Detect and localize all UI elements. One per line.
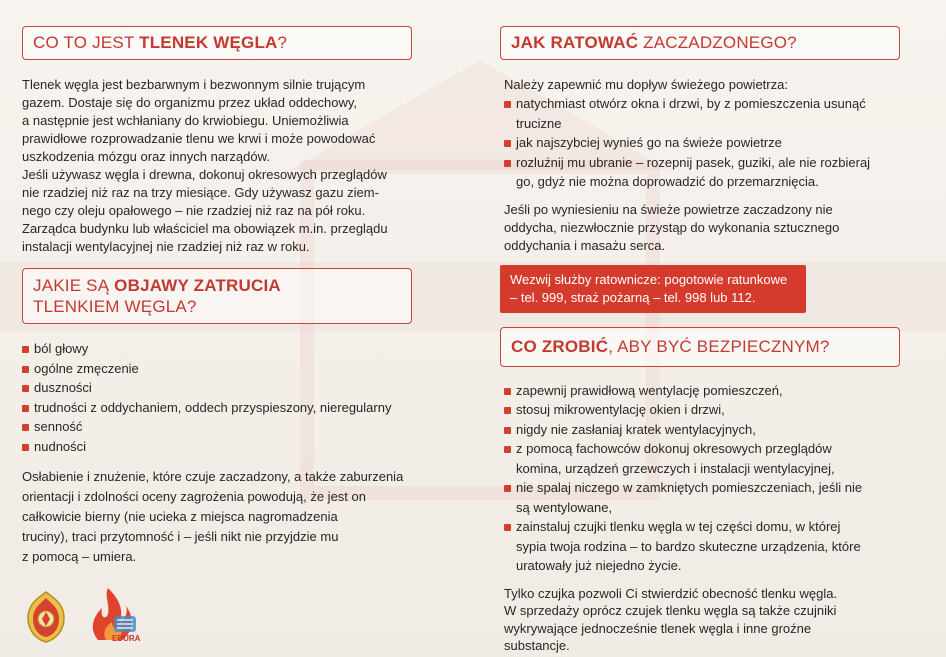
detector-paragraph xyxy=(504,585,904,655)
list-item-text: jak najszybciej wynieś go na świeże powietrze xyxy=(516,135,782,150)
paragraph-line: Jeśli po wyniesieniu na świeże powietrze zaczadzony nie xyxy=(504,201,833,217)
heading-bold: JAK RATOWAĆ xyxy=(511,33,639,52)
paragraph-line: z pomocą – umiera. xyxy=(22,549,137,564)
left-column xyxy=(22,26,452,567)
paragraph-line: nego czy oleju opałowego – nie rzadziej niż raz na pół roku. xyxy=(22,203,366,218)
list-item xyxy=(22,417,452,437)
what-is-co-paragraph xyxy=(22,76,447,256)
bullet-square-icon xyxy=(22,366,29,373)
rescue-steps-list xyxy=(504,94,920,192)
list-item-text: trudności z oddychaniem, oddech przyspieszony, nieregularny xyxy=(34,399,392,415)
list-item xyxy=(22,339,452,359)
paragraph-line: a następnie jest wchłaniany do krwiobiegu. Uniemożliwia xyxy=(22,113,349,128)
section-heading-what-is-co xyxy=(22,26,412,60)
section-heading-rescue xyxy=(500,26,900,60)
fire-service-emblem-logo xyxy=(24,590,68,644)
list-item-text: ból głowy xyxy=(34,341,89,356)
list-item-text: z pomocą fachowców dokonuj okresowych przeglądów xyxy=(516,441,832,456)
symptoms-paragraph xyxy=(22,467,447,567)
section-heading-safety xyxy=(500,327,900,367)
list-item-text: trucizne xyxy=(516,115,562,131)
list-item-text: stosuj mikrowentylację okien i drzwi, xyxy=(516,402,725,417)
list-item-text: ogólne zmęczenie xyxy=(34,360,139,376)
paragraph-line: całkowicie bierny (nie ucieka z miejsca nagromadzenia xyxy=(22,509,338,524)
paragraph-line: oddychania i masażu serca. xyxy=(504,237,666,253)
list-item-text: sypia twoja rodzina – to bardzo skuteczne urządzenia, które xyxy=(516,538,861,554)
paragraph-line: Tylko czujka pozwoli Ci stwierdzić obecność tlenku węgla. xyxy=(504,585,838,601)
list-item xyxy=(22,437,452,457)
heading-text: , ABY BYĆ BEZPIECZNYM? xyxy=(608,336,830,356)
list-item xyxy=(22,378,452,398)
heading-text: JAKIE SĄ xyxy=(33,276,115,295)
list-item-text: go, gdyż nie można doprowadzić do przemarznięcia. xyxy=(516,174,819,189)
paragraph-line: Osłabienie i znużenie, które czuje zaczadzony, a także zaburzenia xyxy=(22,469,404,484)
bullet-square-icon xyxy=(22,444,29,451)
list-item-text: natychmiast otwórz okna i drzwi, by z pomieszczenia usunąć xyxy=(516,96,866,111)
paragraph-line: truciny), traci przytomność i – jeśli nikt nie przyjdzie mu xyxy=(22,529,339,544)
paragraph-line: orientacji i zdolności oceny zagrożenia powodują, że jest on xyxy=(22,489,366,504)
section-heading-symptoms xyxy=(22,268,412,324)
rescue-paragraph xyxy=(504,201,918,255)
list-item xyxy=(504,153,920,192)
heading-text: CO TO JEST xyxy=(33,33,140,52)
heading-bold: OBJAWY ZATRUCIA xyxy=(114,276,281,295)
list-item-text: nie spalaj niczego w zamkniętych pomieszczeniach, jeśli nie xyxy=(516,480,863,495)
heading-text: ? xyxy=(277,33,288,52)
list-item xyxy=(504,94,920,133)
list-item xyxy=(504,517,904,576)
bullet-square-icon xyxy=(504,407,511,414)
bullet-square-icon xyxy=(22,385,29,392)
paragraph-line: prawidłowe rozprowadzanie tlenu we krwi i może powodować xyxy=(22,131,376,146)
paragraph-line: nie rzadziej niż raz na trzy miesiące. Gdy używasz gazu ziem- xyxy=(22,185,379,200)
list-item-text: komina, urządzeń grzewczych i instalacji wentylacyjnej, xyxy=(516,460,835,476)
bullet-square-icon xyxy=(504,101,511,108)
paragraph-line: Zarządca budynku lub właściciel ma obowiązek m.in. przeglądu xyxy=(22,221,388,236)
paragraph-line: wykrywające jednocześnie tlenek węgla i inne groźne xyxy=(504,620,812,636)
alert-line: – tel. 999, straż pożarną – tel. 998 lub 112. xyxy=(510,289,756,305)
bullet-square-icon xyxy=(504,524,511,531)
list-item xyxy=(504,439,904,478)
list-item xyxy=(504,478,904,517)
paragraph-line: W sprzedaży oprócz czujek tlenku węgla są także czujniki xyxy=(504,603,837,618)
bullet-square-icon xyxy=(504,446,511,453)
rescue-intro: Należy zapewnić mu dopływ świeżego powietrza: xyxy=(504,77,788,92)
paragraph-line: instalacji wentylacyjnej nie rzadziej niż raz w roku. xyxy=(22,239,310,254)
list-item xyxy=(504,420,904,440)
bullet-square-icon xyxy=(504,427,511,434)
bullet-square-icon xyxy=(22,424,29,431)
symptoms-list xyxy=(22,339,452,456)
list-item-text: uratowały już niejedno życie. xyxy=(516,558,682,573)
list-item xyxy=(22,359,452,379)
emergency-numbers-banner xyxy=(500,265,806,313)
heading-bold: TLENEK WĘGLA xyxy=(139,33,278,52)
bullet-square-icon xyxy=(504,388,511,395)
alert-line: Wezwij służby ratownicze: pogotowie ratunkowe xyxy=(510,271,788,287)
list-item-text: są wentylowane, xyxy=(516,499,613,515)
list-item-text: nigdy nie zasłaniaj kratek wentylacyjnych, xyxy=(516,421,756,437)
paragraph-line: gazem. Dostaje się do organizmu przez układ oddechowy, xyxy=(22,95,358,110)
paragraph-line: substancje. xyxy=(504,638,570,653)
bullet-square-icon xyxy=(504,485,511,492)
paragraph-line: Tlenek węgla jest bezbarwnym i bezwonnym silnie trującym xyxy=(22,77,366,92)
list-item-text: nudności xyxy=(34,438,87,454)
edura-logo-text: EDURA xyxy=(112,634,141,643)
list-item xyxy=(504,133,920,153)
list-item-text: rozluźnij mu ubranie – rozepnij pasek, guziki, ale nie rozbieraj xyxy=(516,154,871,170)
paragraph-line: uszkodzenia mózgu oraz innych narządów. xyxy=(22,149,270,164)
paragraph-line: oddycha, niezwłocznie przystąp do wykonania sztucznego xyxy=(504,219,840,235)
heading-bold: CO ZROBIĆ xyxy=(511,336,609,356)
bullet-square-icon xyxy=(22,346,29,353)
bullet-square-icon xyxy=(22,405,29,412)
list-item-text: zainstaluj czujki tlenku węgla w tej części domu, w której xyxy=(516,519,841,534)
list-item-text: duszności xyxy=(34,380,92,395)
safety-tips-list xyxy=(504,381,904,576)
heading-text: ZACZADZONEGO? xyxy=(638,33,797,52)
heading-text: TLENKIEM WĘGLA? xyxy=(33,297,197,316)
paragraph-line: Jeśli używasz węgla i drewna, dokonuj okresowych przeglądów xyxy=(22,167,387,182)
list-item xyxy=(504,400,904,420)
right-column xyxy=(500,26,920,655)
list-item xyxy=(504,381,904,401)
list-item xyxy=(22,398,452,418)
bullet-square-icon xyxy=(504,160,511,167)
bullet-square-icon xyxy=(504,140,511,147)
list-item-text: zapewnij prawidłową wentylację pomieszczeń, xyxy=(516,382,783,398)
list-item-text: senność xyxy=(34,419,83,434)
